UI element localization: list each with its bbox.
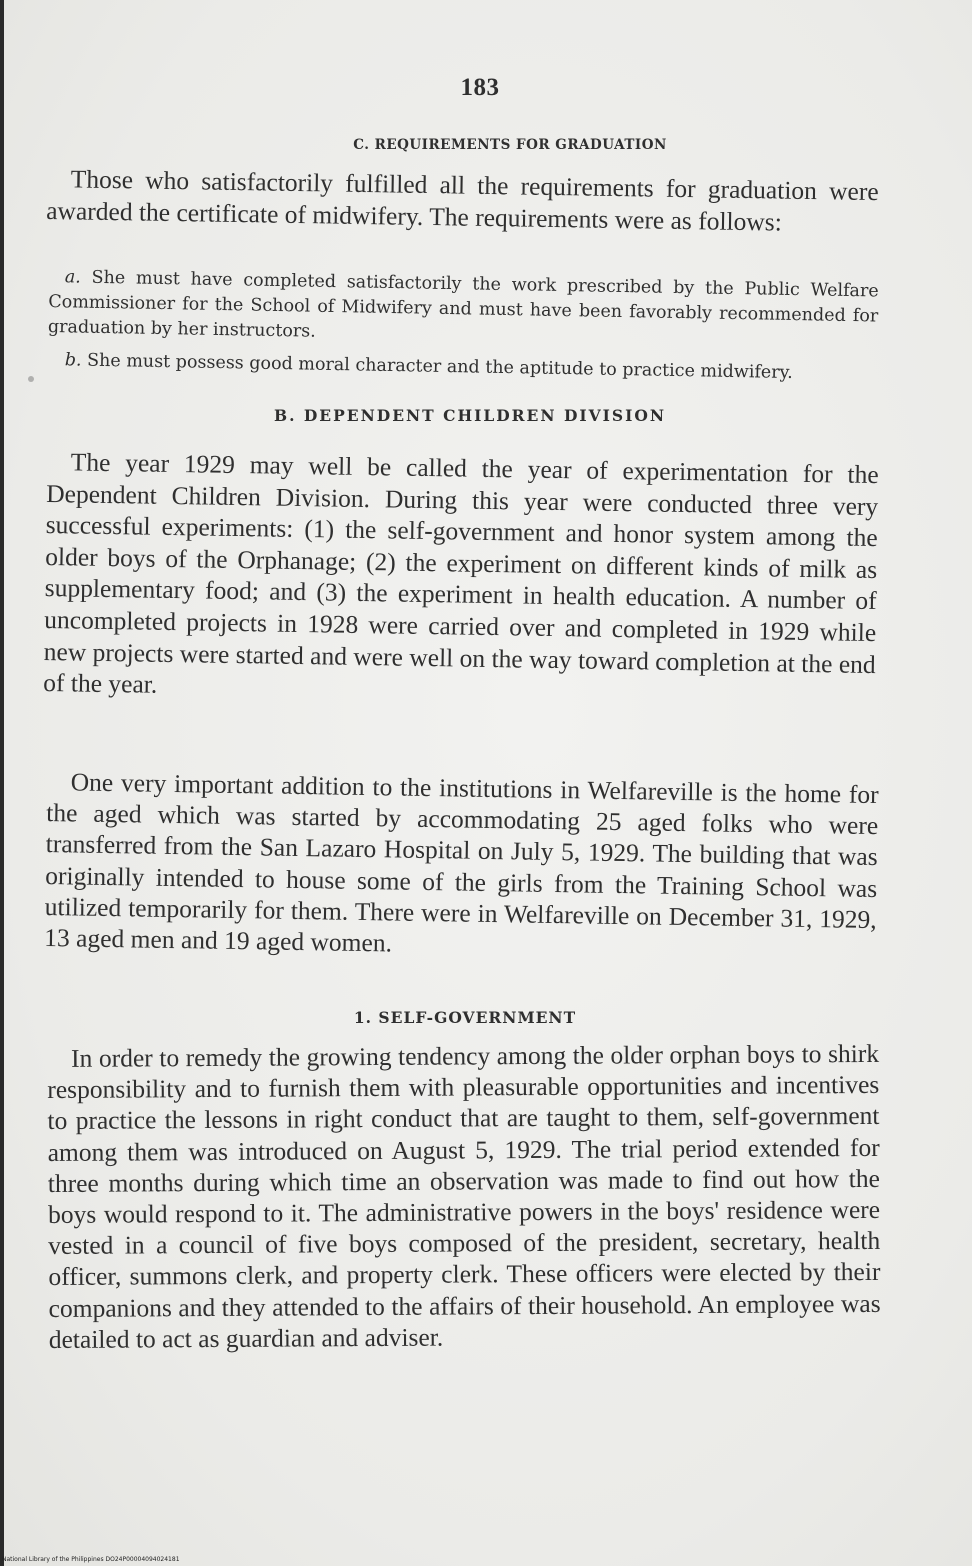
self-government-heading: 1. SELF-GOVERNMENT [353,1008,577,1027]
graduation-intro-paragraph: Those who satisfactorily fulfilled all the requirements for graduation were awarded the certificate of midwifery. The requirements were as follows: [46,164,879,237]
dependent-children-paragraph: The year 1929 may well be called the year of experimentation for the Dependent Children Division. During this year were conducted three very successful experiments: (1) the self-government and honor system among the older boys of the Orphanage; (2) the experiment on different kinds of milk as supplementary food; and (3) the experiment in health education. A number of uncompleted projects in 1928 were carried over and completed in 1929 while new projects were started and were well on the way toward completion at the end of the year. [43,447,879,699]
page-binding-edge [0,0,4,1566]
graduation-heading: C. REQUIREMENTS FOR GRADUATION [353,137,667,153]
self-government-paragraph: In order to remedy the growing tendency among the older orphan boys to shirk responsibility and to furnish them with pleasurable opportunities and incentives to practice the lessons in right conduct that are taught to them, self-government among them was introduced on August 5, 1929. The trial period extended for three months during which time an observation was made to find out how the boys would respond to it. The administrative powers in the boys' residence were vested in a council of five boys composed of the president, secretary, health officer, summons clerk, and property clerk. These officers were elected by their companions and they attended to the affairs of their household. An employee was detailed to act as guardian and adviser. [47,1038,881,1354]
requirement-a-letter: a. [64,267,81,288]
ink-smudge [28,376,34,382]
requirement-b [49,348,879,387]
requirement-a-text: She must have completed satisfactorily the work prescribed by the Public Welfare Commissioner for the School of Midwifery and must have been favorably recommended for graduation by her instructors. [47,267,879,342]
requirement-b-text: She must possess good moral character and the aptitude to practice midwifery. [86,350,793,383]
requirement-a [48,265,879,354]
aged-home-paragraph: One very important addition to the institutions in Welfareville is the home for the aged which was started by accommodating 25 aged folks who were transferred from the San Lazaro Hospital on July 5, 1929. The building that was originally intended to house some of the girls from the Training School was utilized temporarily for them. There were in Welfareville on December 31, 1929, 13 aged men and 19 aged women. [44,767,879,958]
requirement-b-letter: b. [64,350,82,371]
dependent-children-heading: B. DEPENDENT CHILDREN DIVISION [273,406,667,425]
scan-footer: National Library of the Philippines DO24P00004094024181 [2,1556,180,1563]
page-number: 183 [460,74,500,101]
